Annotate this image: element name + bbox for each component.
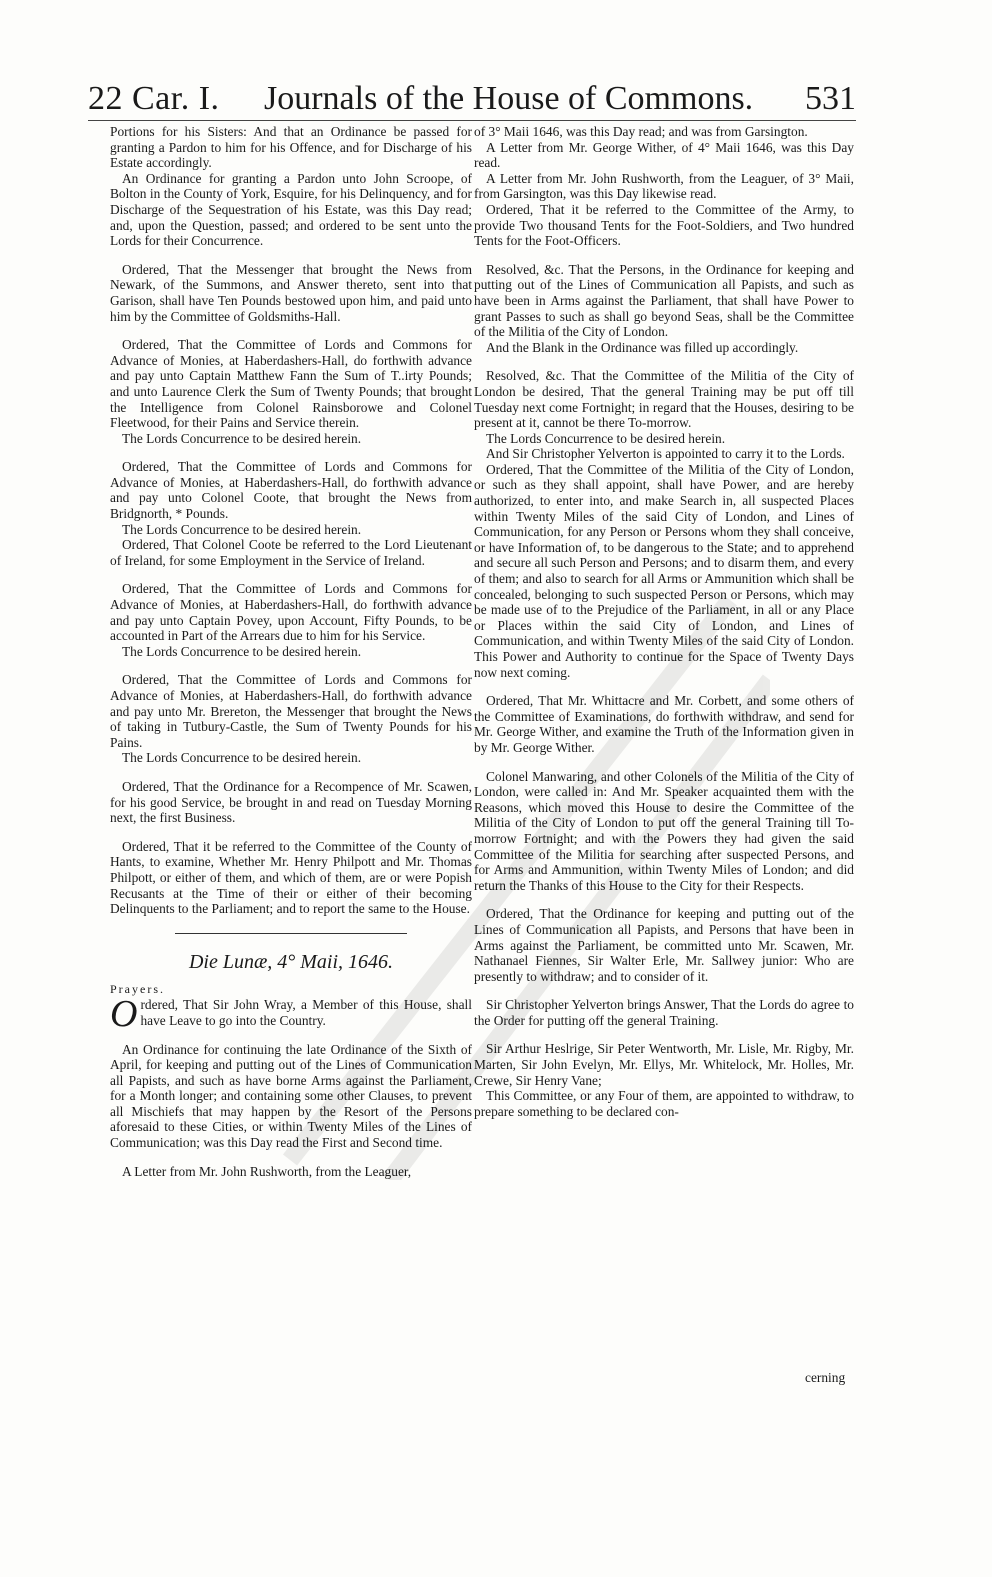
- entry: The Lords Concurrence to be desired herein.: [122, 750, 362, 766]
- entry: Resolved, &c. That the Persons, in the Ordinance for keeping and putting out of the Lines of Communication all Papists, and such as have been in Arms against the Parliament, that shall have Power to grant Passes to such as shall go beyond Seas, shall be the Committee of the Militia of the City of London.: [474, 261, 854, 340]
- regnal-year: 22 Car. I.: [88, 80, 220, 117]
- entry: Ordered, That the Committee of Lords and Commons for Advance of Monies, at Haberdashers-Hall, do forthwith advance and pay unto Captain Povey, upon Account, Fifty Pounds, to be accounted in Part of the Arrears due to him for his Service.: [110, 581, 472, 644]
- entry: The Lords Concurrence to be desired herein.: [122, 643, 362, 659]
- entry: And the Blank in the Ordinance was filled up accordingly.: [486, 339, 799, 355]
- entry: Ordered, That the Committee of Lords and Commons for Advance of Monies, at Haberdashers-Hall, do forthwith advance and pay unto Captain Matthew Fann the Sum of T..irty Pounds; and unto Laurence Clerk the Sum of Twenty Pounds; that brought the Intelligence from Colonel Rainsborowe and Colonel Fleetwood, for their Pains and Service therein.: [110, 337, 472, 431]
- left-column: [110, 124, 472, 1179]
- entry: Ordered, That the Committee of the Militia of the City of London, or such as they shall appoint, shall have Power, and are hereby authorized, to enter into, and make Search in, all suspected Places within Twenty Miles of the said City of London, and Lines of Communication, for any Person or Persons whom they shall conceive, or have Information of, to be dangerous to the State; and to apprehend and secure all such Person and Persons; and to disarm them, and every of them; and also to search for all Arms or Ammunition which shall be concealed, belonging to such suspected Person or Persons, which may be made use of to the Prejudice of the Parliament, in all or any Place or Places within the said City of London, and Lines of Communication, and within Twenty Miles of the said City of London. This Power and Authority to continue for the Space of Twenty Days now next coming.: [474, 461, 854, 680]
- entry: Ordered, That Colonel Coote be referred to the Lord Lieutenant of Ireland, for some Employment in the Service of Ireland.: [110, 537, 472, 568]
- header-rule: [88, 120, 856, 121]
- entry: Ordered, That the Ordinance for a Recompence of Mr. Scawen, for his good Service, be brought in and read on Tuesday Morning next, the first Business.: [110, 778, 472, 826]
- entry: Ordered, That it be referred to the Committee of the Army, to provide Two thousand Tents for the Foot-Soldiers, and Two hundred Tents for the Foot-Officers.: [474, 201, 854, 249]
- entry: And Sir Christopher Yelverton is appointed to carry it to the Lords.: [486, 446, 845, 462]
- entry: Sir Christopher Yelverton brings Answer, That the Lords do agree to the Order for putting off the general Training.: [474, 997, 854, 1028]
- entry: Ordered, That the Ordinance for keeping and putting out of the Lines of Communication all Papists, and Persons that have been in Arms against the Parliament, be committed unto Mr. Scawen, Mr. Nathanael Fiennes, Sir Walter Erle, Mr. Sallwey junior: Who are presently to withdraw; and to consider of it.: [474, 906, 854, 984]
- date-heading: Die Lunæ, 4° Maii, 1646.: [188, 950, 394, 973]
- entry: Ordered, That the Committee of Lords and Commons for Advance of Monies, at Haberdashers-Hall, do forthwith advance and pay unto Mr. Brereton, the Messenger that brought the News of taking in Tutbury-Castle, the Sum of Twenty Pounds for his Pains.: [110, 672, 472, 750]
- entry: Sir Arthur Heslrige, Sir Peter Wentworth, Mr. Lisle, Mr. Rigby, Mr. Marten, Sir John Evelyn, Mr. Ellys, Mr. Whitelock, Mr. Holles, Mr. Crewe, Sir Henry Vane;: [474, 1041, 854, 1088]
- page-header: [88, 80, 856, 122]
- entry: [110, 993, 472, 1036]
- journal-title: Journals of the House of Commons.: [264, 80, 754, 117]
- page-number: 531: [805, 80, 856, 117]
- entry: Ordered, That it be referred to the Committee of the County of Hants, to examine, Whether Mr. Henry Philpott and Mr. Thomas Philpott, or either of them, and which of them, are or were Popish Recusants at the Time of their or either of their becoming Delinquents to the Parliament; and to report the same to the House.: [110, 838, 472, 917]
- drop-cap: O: [110, 993, 138, 1036]
- entry: A Letter from Mr. George Wither, of 4° Maii 1646, was this Day read.: [474, 139, 854, 171]
- entry: The Lords Concurrence to be desired herein.: [486, 430, 726, 446]
- entry: Resolved, &c. That the Committee of the Militia of the City of London be desired, That the general Training may be put off till Tuesday next come Fortnight; in regard that the Houses, desiring to be present at it, cannot be there To-morrow.: [474, 368, 854, 431]
- catchword: cerning: [805, 1370, 846, 1385]
- entry: Ordered, That the Committee of Lords and Commons for Advance of Monies, at Haberdashers-Hall, do forthwith advance and pay unto Colonel Coote, that brought the News from Bridgnorth, * Pounds.: [110, 459, 472, 522]
- entry: The Lords Concurrence to be desired herein.: [122, 430, 362, 446]
- entry: This Committee, or any Four of them, are appointed to withdraw, to prepare something to be declared con-: [474, 1088, 854, 1119]
- entry-text: rdered, That Sir John Wray, a Member of this House, shall have Leave to go into the Country.: [140, 997, 472, 1028]
- entry: The Lords Concurrence to be desired herein.: [122, 521, 362, 537]
- entry: Ordered, That the Messenger that brought the News from Newark, of the Summons, and Answer thereto, sent into that Garison, shall have Ten Pounds bestowed upon him, and paid unto him by the Committee of Goldsmiths-Hall.: [110, 261, 472, 324]
- entry: of 3° Maii 1646, was this Day read; and was from Garsington.: [474, 124, 808, 139]
- entry: A Letter from Mr. John Rushworth, from the Leaguer,: [122, 1163, 412, 1179]
- right-column: [474, 124, 854, 1119]
- entry: A Letter from Mr. John Rushworth, from the Leaguer, of 3° Maii, from Garsington, was this Day likewise read.: [474, 170, 854, 202]
- entry: An Ordinance for continuing the late Ordinance of the Sixth of April, for keeping and putting out of the Lines of Communication all Papists, and such as have borne Arms against the Parliament, for a Month longer; and containing some other Clauses, to prevent all Mischiefs that may happen by the Resort of the Persons aforesaid to these Cities, or within Twenty Miles of the Lines of Communication; was this Day read the First and Second time.: [110, 1041, 472, 1151]
- prayers-label: Prayers.: [110, 981, 165, 996]
- entry: Ordered, That Mr. Whittacre and Mr. Corbett, and some others of the Committee of Examinations, do forthwith withdraw, and send for Mr. George Wither, and examine the Truth of the Information given in by Mr. George Wither.: [474, 693, 854, 755]
- section-rule: [175, 933, 407, 934]
- entry: Portions for his Sisters: And that an Ordinance be passed for granting a Pardon to him for his Offence, and for Discharge of his Estate accordingly.: [110, 124, 472, 171]
- entry: Colonel Manwaring, and other Colonels of the Militia of the City of London, were called in: And Mr. Speaker acquainted them with the Reasons, which moved this House to desire the Committee of the Militia of the City of London to put off the general Training till To-morrow Fortnight; and with the Powers they had given the said Committee of the Militia for searching after suspected Persons, and for Arms and Ammunition, within Twenty Miles of London; and did return the Thanks of this House to the City for their Respects.: [474, 768, 854, 893]
- entry: An Ordinance for granting a Pardon unto John Scroope, of Bolton in the County of York, Esquire, for his Delinquency, and for Discharge of the Sequestration of his Estate, was this Day read; and, upon the Question, passed; and ordered to be sent unto the Lords for their Concurrence.: [110, 170, 472, 249]
